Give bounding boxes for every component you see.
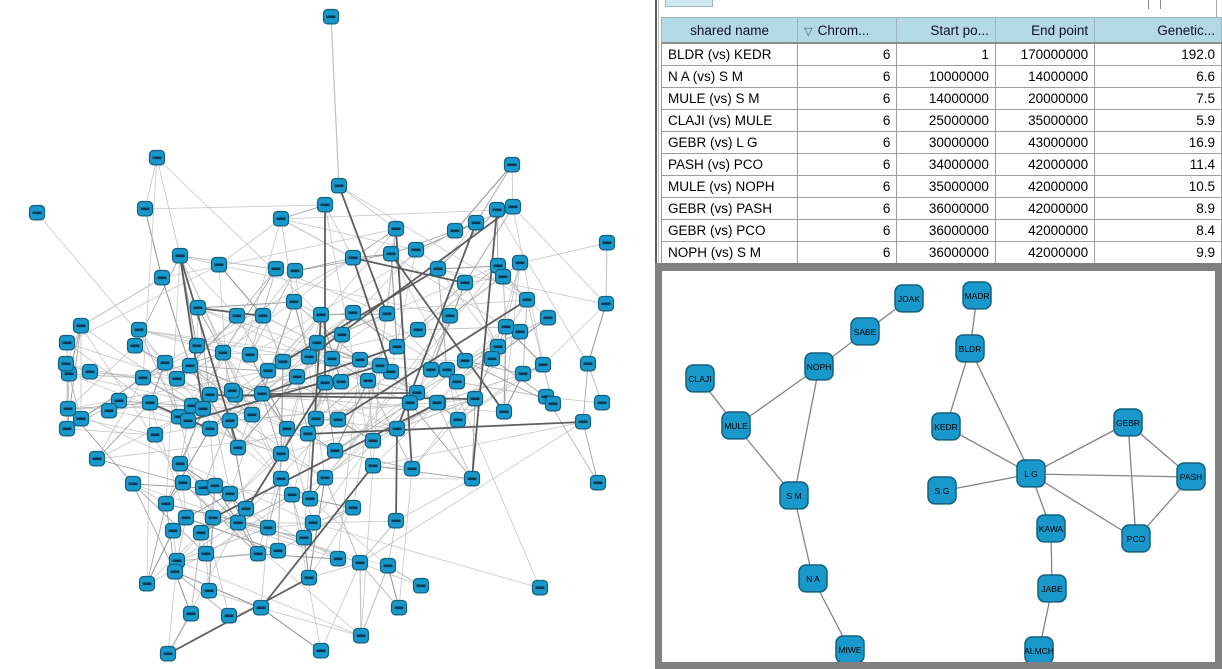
node-label: MULE xyxy=(724,421,748,431)
node-label-mark xyxy=(369,440,378,443)
node-label-mark xyxy=(305,577,314,580)
node-label-mark xyxy=(246,354,255,357)
node-label-mark xyxy=(349,312,358,315)
node-label-mark xyxy=(321,382,330,385)
node-label-mark xyxy=(272,268,281,271)
table-row[interactable] xyxy=(662,220,1222,242)
node-label-mark xyxy=(508,164,517,167)
table-cell[interactable]: 25000000 xyxy=(897,110,995,132)
node-label: S M xyxy=(786,491,802,501)
node-label-mark xyxy=(312,418,321,421)
network-edge xyxy=(331,17,339,186)
table-cell[interactable]: 43000000 xyxy=(995,132,1094,154)
node-label-mark xyxy=(277,453,286,456)
node-label-mark xyxy=(414,329,423,332)
table-cell[interactable]: 6.6 xyxy=(1095,66,1222,88)
node-label-mark xyxy=(328,358,337,361)
table-cell[interactable]: MULE (vs) S M xyxy=(662,88,798,110)
network-edge xyxy=(418,327,506,330)
table-cell[interactable]: NOPH (vs) S M xyxy=(662,242,798,264)
node-label-mark xyxy=(392,228,401,231)
table-row[interactable] xyxy=(662,132,1222,154)
node-label-mark xyxy=(602,303,611,306)
network-edge xyxy=(970,349,1031,474)
table-cell[interactable]: CLAJI (vs) MULE xyxy=(662,110,798,132)
node-label-mark xyxy=(334,558,343,561)
node-label-mark xyxy=(288,494,297,497)
table-cell[interactable]: 8.9 xyxy=(1095,198,1222,220)
node-label-mark xyxy=(500,411,509,414)
node-label-mark xyxy=(283,428,292,431)
column-divider-fragment xyxy=(1148,0,1149,9)
node-label-mark xyxy=(202,553,211,556)
node-label-mark xyxy=(63,342,72,345)
node-label-mark xyxy=(443,369,452,372)
node-label-mark xyxy=(205,590,214,593)
node-label-mark xyxy=(356,359,365,362)
node-label-mark xyxy=(234,447,243,450)
node-label-mark xyxy=(211,485,220,488)
node-label-mark xyxy=(395,607,404,610)
table-cell[interactable]: 16.9 xyxy=(1095,132,1222,154)
network-edge xyxy=(313,521,396,523)
sub-network-panel xyxy=(655,263,1222,669)
node-label-mark xyxy=(376,365,385,368)
table-cell[interactable]: 6 xyxy=(798,66,897,88)
node-label-mark xyxy=(584,363,593,366)
node-label-mark xyxy=(290,301,299,304)
table-cell[interactable]: 35000000 xyxy=(897,176,995,198)
toolbar-fragment xyxy=(665,0,713,7)
node-label-mark xyxy=(502,326,511,329)
node-label-mark xyxy=(173,378,182,381)
node-label-mark xyxy=(494,265,503,268)
node-label-mark xyxy=(393,428,402,431)
column-header-label: End point xyxy=(1031,22,1089,38)
node-label-mark xyxy=(86,371,95,374)
node-label-mark xyxy=(162,503,171,506)
network-edge xyxy=(339,186,387,314)
table-cell[interactable]: 10.5 xyxy=(1095,176,1222,198)
node-label-mark xyxy=(228,390,237,393)
node-label-mark xyxy=(199,408,208,411)
node-label-mark xyxy=(494,346,503,349)
node-label-mark xyxy=(453,381,462,384)
node-label-mark xyxy=(369,465,378,468)
table-cell[interactable]: 35000000 xyxy=(995,110,1094,132)
table-cell[interactable]: 5.9 xyxy=(1095,110,1222,132)
node-label-mark xyxy=(259,315,268,318)
sort-filter-icon[interactable]: ▽ xyxy=(804,25,813,38)
column-divider-fragment xyxy=(1160,0,1161,9)
node-label-mark xyxy=(427,369,436,372)
node-label-mark xyxy=(77,325,86,328)
table-cell[interactable]: 6 xyxy=(798,154,897,176)
network-edge xyxy=(794,367,819,496)
node-label: BLDR xyxy=(958,344,982,354)
network-edge xyxy=(313,523,540,588)
node-label-mark xyxy=(293,376,302,379)
column-header-label: Chrom... xyxy=(817,22,870,38)
column-header-chrom[interactable] xyxy=(798,18,897,44)
network-edge xyxy=(497,210,588,364)
node-label-mark xyxy=(197,532,206,535)
node-label-mark xyxy=(451,230,460,233)
node-label: CLAJI xyxy=(688,374,712,384)
table-cell[interactable]: 6 xyxy=(798,43,897,66)
node-label-mark xyxy=(63,428,72,431)
table-row[interactable] xyxy=(662,154,1222,176)
node-label-mark xyxy=(176,463,185,466)
column-header-genetic[interactable] xyxy=(1095,18,1222,44)
table-cell[interactable]: 6 xyxy=(798,176,897,198)
network-edge xyxy=(527,300,543,365)
network-edge xyxy=(81,278,162,326)
table-row[interactable] xyxy=(662,88,1222,110)
network-edge xyxy=(338,360,360,559)
node-label-mark xyxy=(65,373,74,376)
node-label-mark xyxy=(300,537,309,540)
node-label-mark xyxy=(509,206,518,209)
node-label-mark xyxy=(317,314,326,317)
node-label-mark xyxy=(472,222,481,225)
network-edge xyxy=(438,266,498,269)
node-label-mark xyxy=(337,381,346,384)
node-label-mark xyxy=(327,16,336,19)
edge-attribute-table-panel xyxy=(655,0,1222,266)
table-row[interactable] xyxy=(662,43,1222,66)
node-label-mark xyxy=(387,371,396,374)
network-edge xyxy=(145,209,162,278)
network-edge xyxy=(360,422,583,563)
node-label-mark xyxy=(304,433,313,436)
node-label: L G xyxy=(1024,469,1038,479)
table-header xyxy=(662,18,1222,44)
node-label-mark xyxy=(225,615,234,618)
node-label-mark xyxy=(357,635,366,638)
node-label-mark xyxy=(413,392,422,395)
node-label-mark xyxy=(226,420,235,423)
node-label-mark xyxy=(164,653,173,656)
node-label-mark xyxy=(313,342,322,345)
table-cell[interactable]: 36000000 xyxy=(897,198,995,220)
node-label-mark xyxy=(153,157,162,160)
table-cell[interactable]: N A (vs) S M xyxy=(662,66,798,88)
node-label-mark xyxy=(317,650,326,653)
network-edge xyxy=(262,393,417,394)
node-label-mark xyxy=(446,315,455,318)
node-label-mark xyxy=(338,334,347,337)
node-label-mark xyxy=(594,482,603,485)
table-cell[interactable]: 42000000 xyxy=(995,176,1094,198)
table-cell[interactable]: 20000000 xyxy=(995,88,1094,110)
node-label-mark xyxy=(105,410,114,413)
node-label-mark xyxy=(519,373,528,376)
node-label: SABE xyxy=(853,327,877,337)
node-label-mark xyxy=(129,483,138,486)
node-label-mark xyxy=(305,356,314,359)
table-cell[interactable]: 42000000 xyxy=(995,242,1094,264)
table-row[interactable] xyxy=(662,176,1222,198)
table-cell[interactable]: 6 xyxy=(798,242,897,264)
node-label-mark xyxy=(291,270,300,273)
node-label-mark xyxy=(277,478,286,481)
node-label-mark xyxy=(146,402,155,405)
network-edge xyxy=(1031,474,1191,477)
table-cell[interactable]: 36000000 xyxy=(897,242,995,264)
node-label: S G xyxy=(934,486,950,496)
node-label-mark xyxy=(434,268,443,271)
table-row[interactable] xyxy=(662,110,1222,132)
table-cell[interactable]: 170000000 xyxy=(995,43,1094,66)
node-label: JOAK xyxy=(897,294,921,304)
node-label-mark xyxy=(182,517,191,520)
node-label-mark xyxy=(254,553,263,556)
network-edge xyxy=(399,469,412,608)
node-label-mark xyxy=(135,329,144,332)
node-label-mark xyxy=(264,527,273,530)
table-cell[interactable]: MULE (vs) NOPH xyxy=(662,176,798,198)
node-label-mark xyxy=(393,346,402,349)
node-label-mark xyxy=(187,613,196,616)
node-label-mark xyxy=(488,358,497,361)
node-label-mark xyxy=(258,393,267,396)
network-edge xyxy=(147,504,166,584)
table-cell[interactable]: 6 xyxy=(798,88,897,110)
node-label-mark xyxy=(226,493,235,496)
table-cell[interactable]: 8.4 xyxy=(1095,220,1222,242)
node-label-mark xyxy=(309,522,318,525)
node-label-mark xyxy=(349,257,358,260)
column-header-label: shared name xyxy=(690,22,769,38)
table-cell[interactable]: BLDR (vs) KEDR xyxy=(662,43,798,66)
node-label-mark xyxy=(454,419,463,422)
node-label: PCO xyxy=(1126,534,1146,544)
node-label-mark xyxy=(176,255,185,258)
network-edge xyxy=(157,158,180,256)
node-label-mark xyxy=(277,218,286,221)
panel-divider xyxy=(658,0,659,266)
node-label-mark xyxy=(215,264,224,267)
node-label-mark xyxy=(335,185,344,188)
node-label-mark xyxy=(62,363,71,366)
network-edge xyxy=(281,210,497,219)
node-label-mark xyxy=(461,282,470,285)
node-label: ALMCH xyxy=(1024,646,1054,656)
node-label-mark xyxy=(179,482,188,485)
table-cell[interactable]: PASH (vs) PCO xyxy=(662,154,798,176)
node-label: PASH xyxy=(1179,472,1203,482)
table-cell[interactable]: 6 xyxy=(798,132,897,154)
table-cell[interactable]: 30000000 xyxy=(897,132,995,154)
node-label-mark xyxy=(468,478,477,481)
node-label-mark xyxy=(603,242,612,245)
node-label-mark xyxy=(77,418,86,421)
network-edge xyxy=(261,608,361,636)
node-label-mark xyxy=(549,403,558,406)
node-label-mark xyxy=(383,313,392,316)
node-label-mark xyxy=(471,398,480,401)
table-cell[interactable]: 192.0 xyxy=(1095,43,1222,66)
table-row[interactable] xyxy=(662,198,1222,220)
table-cell[interactable]: 42000000 xyxy=(995,198,1094,220)
node-label-mark xyxy=(417,585,426,588)
sub-network-view[interactable] xyxy=(662,271,1215,662)
node-label-mark xyxy=(141,208,150,211)
node-label-mark xyxy=(334,419,343,422)
table-cell[interactable]: GEBR (vs) PCO xyxy=(662,220,798,242)
network-edge xyxy=(261,608,321,651)
node-label-mark xyxy=(131,345,140,348)
node-label: JABE xyxy=(1041,584,1063,594)
network-edge xyxy=(606,243,607,304)
node-label-mark xyxy=(206,428,215,431)
node-label-mark xyxy=(161,362,170,365)
node-label-mark xyxy=(199,487,208,490)
node-label-mark xyxy=(143,583,152,586)
network-edge xyxy=(373,466,472,479)
node-label-mark xyxy=(257,607,266,610)
network-edge xyxy=(513,207,606,304)
node-label-mark xyxy=(579,421,588,424)
node-label-mark xyxy=(539,364,548,367)
table-cell[interactable]: 6 xyxy=(798,220,897,242)
edge-attribute-table xyxy=(661,17,1222,264)
network-edge xyxy=(396,429,397,521)
node-label-mark xyxy=(115,400,124,403)
node-label: KAWA xyxy=(1038,524,1064,534)
node-label-mark xyxy=(406,402,415,405)
node-label-mark xyxy=(349,507,358,510)
column-header-endpoint[interactable] xyxy=(995,18,1094,44)
node-label-mark xyxy=(544,317,553,320)
table-cell[interactable]: 6 xyxy=(798,110,897,132)
node-label-mark xyxy=(412,249,421,252)
node-label-mark xyxy=(33,212,42,215)
sub-network-canvas[interactable] xyxy=(662,271,1215,662)
table-cell[interactable]: 14000000 xyxy=(995,66,1094,88)
node-label-mark xyxy=(387,253,396,256)
column-header-startpo[interactable] xyxy=(897,18,995,44)
column-header-label: Start po... xyxy=(930,22,989,38)
column-header-sharedname[interactable] xyxy=(662,18,798,44)
node-label-mark xyxy=(209,517,218,520)
network-edge xyxy=(281,219,294,302)
table-cell[interactable]: 10000000 xyxy=(897,66,995,88)
table-cell[interactable]: 11.4 xyxy=(1095,154,1222,176)
node-label: GEBR xyxy=(1115,418,1141,428)
table-cell[interactable]: 34000000 xyxy=(897,154,995,176)
node-label-mark xyxy=(598,402,607,405)
node-label-mark xyxy=(193,345,202,348)
node-label-mark xyxy=(186,365,195,368)
table-cell[interactable]: GEBR (vs) L G xyxy=(662,132,798,154)
table-cell[interactable]: 7.5 xyxy=(1095,88,1222,110)
node-label-mark xyxy=(331,450,340,453)
node-label-mark xyxy=(384,565,393,568)
node-label-mark xyxy=(64,408,73,411)
node-label-mark xyxy=(356,562,365,565)
node-label-mark xyxy=(523,299,532,302)
node-label-mark xyxy=(206,394,215,397)
node-label-mark xyxy=(169,530,178,533)
table-cell[interactable]: 42000000 xyxy=(995,154,1094,176)
node-label-mark xyxy=(499,276,508,279)
table-row[interactable] xyxy=(662,242,1222,264)
network-edge xyxy=(263,316,317,343)
node-label-mark xyxy=(321,477,330,480)
node-label-mark xyxy=(279,361,288,364)
table-cell[interactable]: 1 xyxy=(897,43,995,66)
network-edge xyxy=(145,205,325,209)
node-label-mark xyxy=(493,209,502,212)
network-edge xyxy=(360,563,361,636)
node-label: MIWE xyxy=(838,645,862,655)
node-label-mark xyxy=(242,508,251,511)
node-label-mark xyxy=(516,262,525,265)
column-header-label: Genetic... xyxy=(1157,22,1215,38)
node-label: NOPH xyxy=(806,362,832,372)
node-label-mark xyxy=(171,571,180,574)
node-label-mark xyxy=(306,498,315,501)
network-edge xyxy=(157,158,321,315)
table-cell[interactable]: 6 xyxy=(798,198,897,220)
node-label-mark xyxy=(536,587,545,590)
node-label-mark xyxy=(158,277,167,280)
table-cell[interactable]: GEBR (vs) PASH xyxy=(662,198,798,220)
node-label-mark xyxy=(194,307,203,310)
node-label-mark xyxy=(461,360,470,363)
panel-divider xyxy=(655,0,657,266)
node-label-mark xyxy=(433,402,442,405)
network-edge xyxy=(281,219,353,258)
node-label-mark xyxy=(233,315,242,318)
table-cell[interactable]: 9.9 xyxy=(1095,242,1222,264)
table-row[interactable] xyxy=(662,66,1222,88)
node-label-mark xyxy=(234,522,243,525)
node-label-mark xyxy=(93,458,102,461)
table-cell[interactable]: 14000000 xyxy=(897,88,995,110)
node-label: N A xyxy=(806,574,820,584)
network-edge xyxy=(583,422,598,483)
table-cell[interactable]: 36000000 xyxy=(897,220,995,242)
node-label-mark xyxy=(408,468,417,471)
network-edge xyxy=(1128,423,1136,539)
node-label-mark xyxy=(274,550,283,553)
node-label: MADR xyxy=(964,291,990,301)
table-cell[interactable]: 42000000 xyxy=(995,220,1094,242)
node-label: KEDR xyxy=(934,422,958,432)
node-label-mark xyxy=(248,414,257,417)
node-label-mark xyxy=(219,352,228,355)
node-label-mark xyxy=(173,560,182,563)
node-label-mark xyxy=(184,420,193,423)
node-label-mark xyxy=(321,204,330,207)
network-edge xyxy=(143,158,157,378)
node-label-mark xyxy=(264,370,273,373)
node-label-mark xyxy=(364,380,373,383)
network-edge xyxy=(583,364,588,422)
node-label-mark xyxy=(139,377,148,380)
node-label-mark xyxy=(151,434,160,437)
network-edge xyxy=(261,466,373,608)
node-label-mark xyxy=(516,331,525,334)
node-label-mark xyxy=(392,520,401,523)
